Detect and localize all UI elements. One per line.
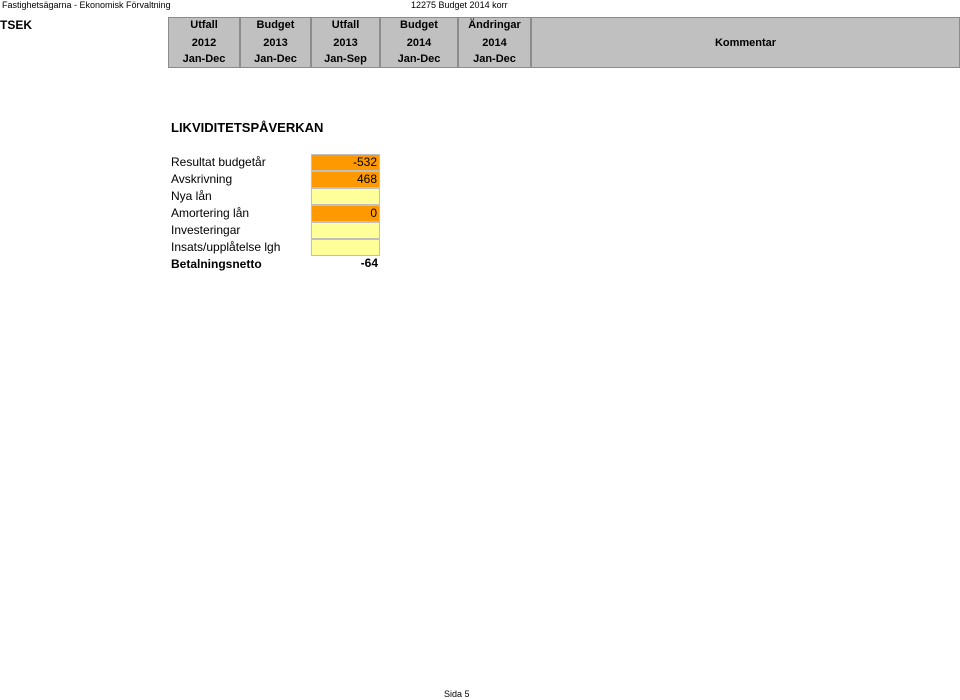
- row-label-nya-lan: Nya lån: [171, 189, 212, 203]
- column-header-budget-2013: [240, 17, 311, 68]
- page-number: Sida 5: [444, 689, 470, 699]
- value-cell-nya-lan[interactable]: [311, 188, 380, 205]
- row-label-resultat: Resultat budgetår: [171, 155, 266, 169]
- row-label-avskrivning: Avskrivning: [171, 172, 233, 186]
- column-header-type: Utfall: [190, 19, 218, 31]
- column-header-period: Jan-Dec: [254, 53, 297, 65]
- column-header-andringar-2014: [458, 17, 531, 68]
- column-header-period: Jan-Sep: [324, 53, 367, 65]
- column-header-year: 2014: [482, 37, 507, 49]
- row-label-insats: Insats/upplåtelse lgh: [171, 240, 281, 254]
- column-header-year: 2013: [333, 37, 358, 49]
- value-cell-betalningsnetto: -64: [360, 256, 378, 270]
- column-header-utfall-2013: [311, 17, 380, 68]
- column-header-utfall-2012: [168, 17, 240, 68]
- value-cell-investeringar[interactable]: [311, 222, 380, 239]
- unit-label: TSEK: [0, 18, 33, 32]
- column-header-period: Jan-Dec: [397, 53, 441, 65]
- column-header-year: 2013: [263, 37, 288, 49]
- column-header-type: Budget: [256, 19, 295, 31]
- column-header-type: Budget: [400, 19, 438, 31]
- value-cell-resultat[interactable]: -532: [311, 154, 380, 171]
- column-header-kommentar: [531, 17, 960, 68]
- document-title: 12275 Budget 2014 korr: [411, 0, 508, 10]
- organization-title: Fastighetsägarna - Ekonomisk Förvaltning: [2, 0, 171, 10]
- row-label-investeringar: Investeringar: [171, 223, 241, 237]
- column-header-year: 2012: [191, 37, 217, 49]
- column-header-period: Jan-Dec: [182, 53, 226, 65]
- column-header-type: Ändringar: [468, 19, 521, 31]
- value-cell-insats[interactable]: [311, 239, 380, 256]
- value-cell-avskrivning[interactable]: 468: [311, 171, 380, 188]
- column-header-year: 2014: [406, 37, 432, 49]
- column-header-budget-2014: [380, 17, 458, 68]
- section-title: LIKVIDITETSPÅVERKAN: [171, 120, 324, 135]
- column-header-period: Jan-Dec: [473, 53, 516, 65]
- column-header-type: Utfall: [331, 19, 360, 31]
- kommentar-label: Kommentar: [714, 37, 777, 49]
- value-cell-amortering[interactable]: 0: [311, 205, 380, 222]
- row-label-amortering: Amortering lån: [171, 206, 250, 220]
- row-label-betalningsnetto: Betalningsnetto: [171, 257, 262, 271]
